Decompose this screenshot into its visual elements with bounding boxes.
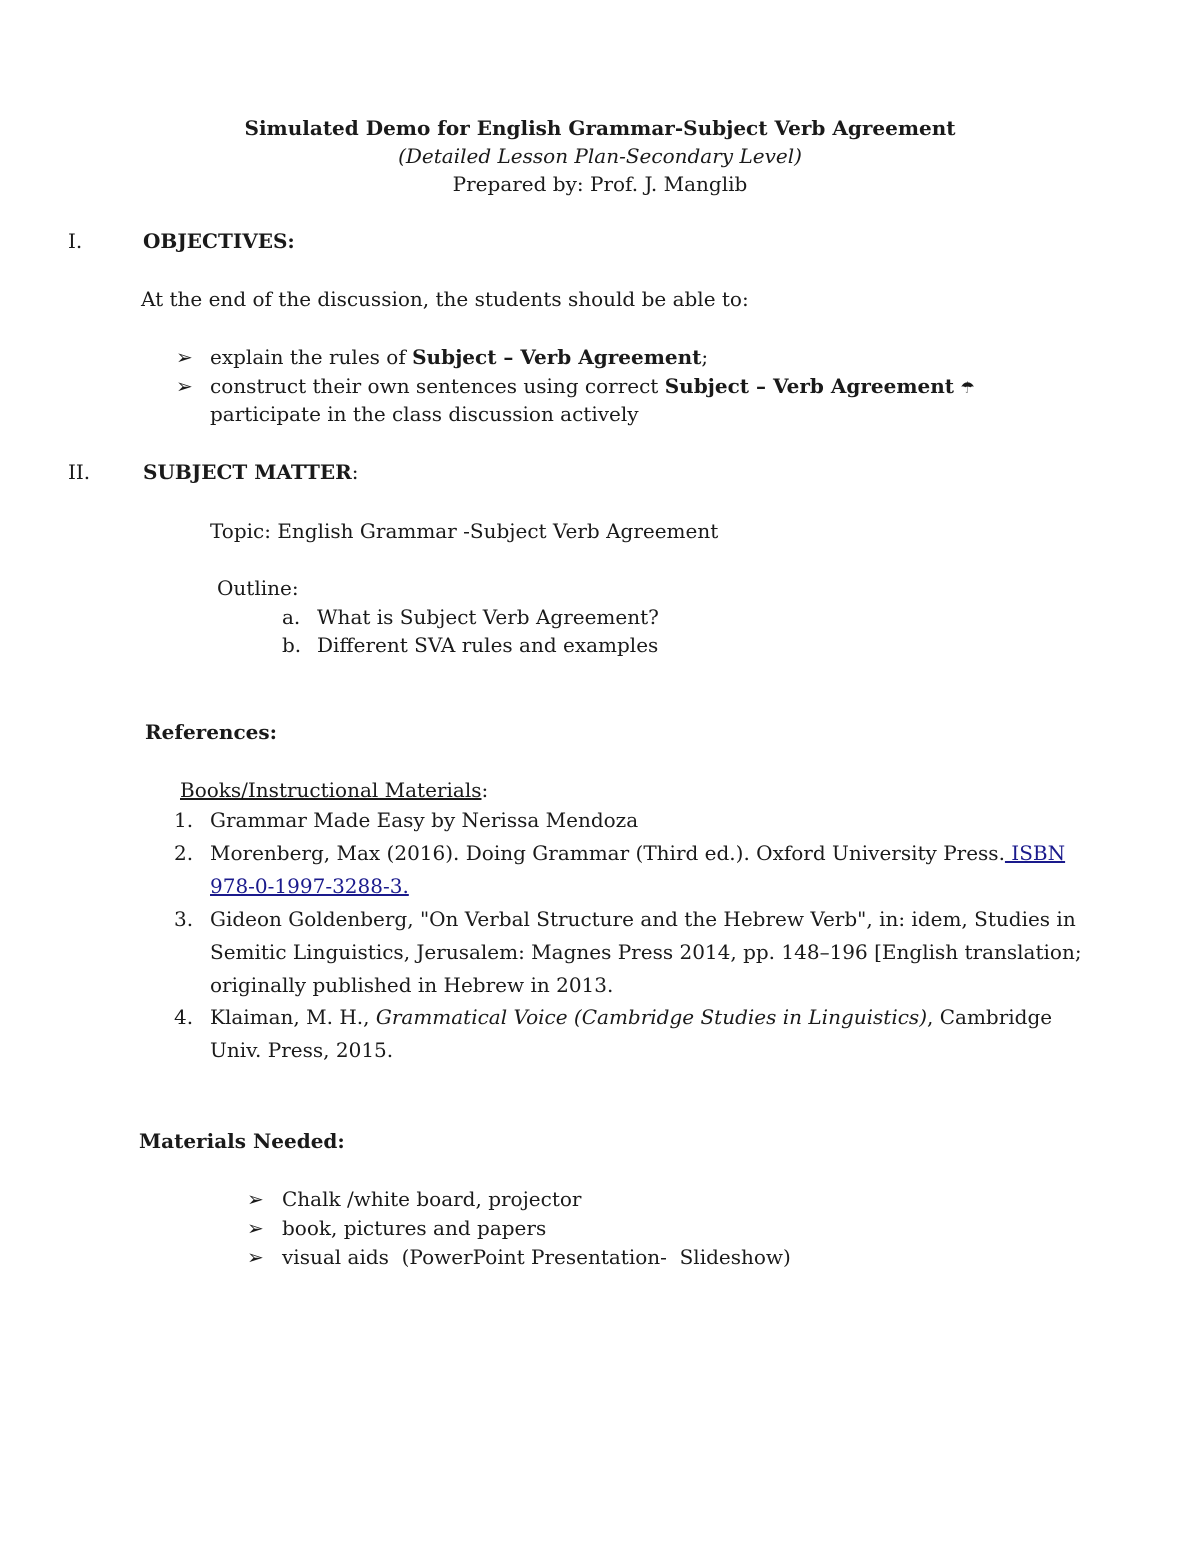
reference-item: originally published in Hebrew in 2013. (210, 973, 614, 997)
reference-number: 2. (174, 841, 194, 865)
topic-line: Topic: English Grammar -Subject Verb Agreement (210, 519, 719, 543)
reference-text: Klaiman, M. H., (210, 1005, 376, 1029)
material-item: book, pictures and papers (282, 1216, 547, 1240)
outline-marker: b. (282, 633, 302, 657)
objective-bold-text: Subject – Verb Agreement (412, 345, 702, 369)
subject-matter-colon: : (351, 460, 359, 484)
arrow-bullet-icon: ➢ (247, 1187, 264, 1211)
materials-heading: Materials Needed: (139, 1129, 345, 1153)
reference-item (210, 874, 409, 898)
outline-item: Different SVA rules and examples (317, 633, 659, 657)
subject-matter-heading-wrap (143, 460, 359, 484)
objectives-numeral: I. (68, 229, 83, 253)
objective-punct: ; (701, 345, 709, 369)
isbn-link[interactable]: 978-0-1997-3288-3. (210, 874, 409, 898)
outline-item: What is Subject Verb Agreement? (317, 605, 659, 629)
objective-text: explain the rules of (210, 345, 413, 369)
reference-item: Univ. Press, 2015. (210, 1038, 394, 1062)
reference-item (210, 1005, 1052, 1029)
arrow-bullet-icon: ➢ (247, 1216, 264, 1240)
reference-number: 3. (174, 907, 194, 931)
prepared-by: Prepared by: Prof. J. Manglib (452, 172, 748, 196)
isbn-link[interactable]: ISBN (1004, 841, 1066, 865)
reference-text: Morenberg, Max (2016). Doing Grammar (Third ed.). Oxford University Press. (210, 841, 1005, 865)
objectives-intro: At the end of the discussion, the students should be able to: (141, 287, 749, 311)
arrow-bullet-icon: ➢ (247, 1245, 264, 1269)
books-label-wrap (180, 778, 488, 802)
subject-matter-heading: SUBJECT MATTER (143, 460, 352, 484)
material-item: visual aids (PowerPoint Presentation- Slideshow) (282, 1245, 791, 1269)
reference-number: 4. (174, 1005, 194, 1029)
books-label: Books/Instructional Materials (180, 778, 482, 802)
objective-item: participate in the class discussion actively (210, 402, 639, 426)
reference-item: Semitic Linguistics, Jerusalem: Magnes Press 2014, pp. 148–196 [English translation; (210, 940, 1082, 964)
objective-item (210, 345, 708, 369)
arrow-bullet-icon: ➢ (176, 345, 193, 369)
page-subtitle: (Detailed Lesson Plan-Secondary Level) (398, 144, 802, 168)
objective-text: construct their own sentences using correct (210, 374, 665, 398)
outline-marker: a. (282, 605, 301, 629)
reference-text: , Cambridge (927, 1005, 1053, 1029)
reference-item (210, 841, 1065, 865)
objectives-heading: OBJECTIVES: (143, 229, 295, 253)
reference-item: Grammar Made Easy by Nerissa Mendoza (210, 808, 639, 832)
objective-item (210, 374, 975, 398)
books-colon: : (481, 778, 489, 802)
outline-label: Outline: (217, 576, 299, 600)
arrow-bullet-icon: ➢ (176, 374, 193, 398)
reference-number: 1. (174, 808, 194, 832)
references-heading: References: (145, 720, 278, 744)
reference-item: Gideon Goldenberg, "On Verbal Structure and the Hebrew Verb", in: idem, Studies in (210, 907, 1076, 931)
material-item: Chalk /white board, projector (282, 1187, 582, 1211)
reference-title: Grammatical Voice (Cambridge Studies in Linguistics) (375, 1005, 927, 1029)
objective-bold-text: Subject – Verb Agreement (664, 374, 955, 398)
subject-matter-numeral: II. (68, 460, 91, 484)
umbrella-icon: ☂ (960, 378, 975, 397)
page-title: Simulated Demo for English Grammar-Subject Verb Agreement (244, 116, 956, 140)
